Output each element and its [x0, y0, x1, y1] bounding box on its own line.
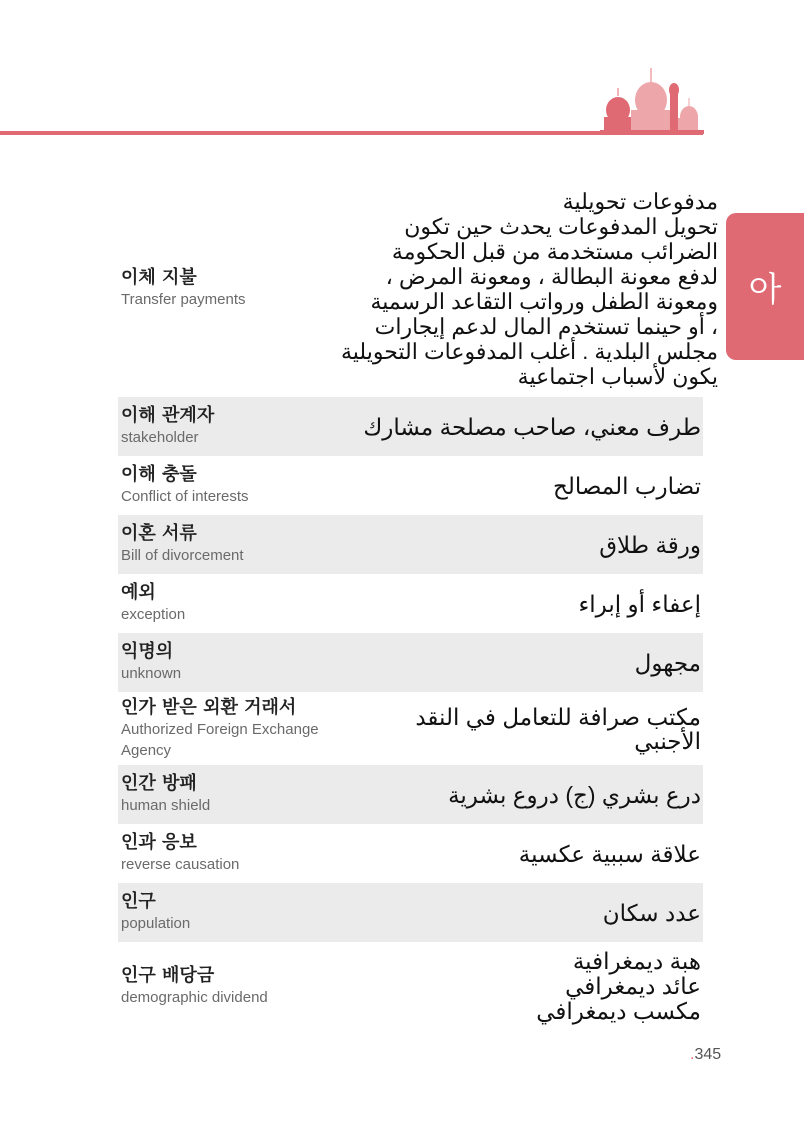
arabic-translation: إعفاء أو إبراء [578, 590, 701, 617]
arabic-translation: ورقة طلاق [599, 531, 701, 558]
korean-term: 인간 방패 [121, 773, 197, 794]
entry-row [118, 942, 703, 1030]
arabic-translation: مكتب صرافة للتعامل في النقد الأجنبي [415, 703, 701, 754]
header-rule [0, 131, 703, 135]
korean-term: 인가 받은 외환 거래서 [121, 696, 297, 718]
page-number-value: 345 [694, 1046, 722, 1063]
arabic-translation: درع بشري (ج) دروع بشرية [448, 781, 701, 808]
arabic-translation: مجهول [634, 649, 701, 676]
korean-term: 이해 관계자 [121, 405, 215, 426]
korean-term: 인구 배당금 [121, 964, 215, 986]
korean-term: 이해 충돌 [121, 464, 197, 485]
entry-list [118, 180, 719, 1030]
page-number-dot: . [690, 1046, 695, 1063]
english-term: exception [121, 606, 186, 623]
entry-row [118, 692, 703, 765]
section-index-tab[interactable] [726, 213, 804, 360]
english-term: unknown [121, 665, 182, 682]
english-term: Bill of divorcement [121, 547, 244, 564]
entry-row [118, 397, 703, 456]
section-index-label: 아 [748, 270, 782, 310]
english-term: demographic dividend [121, 988, 268, 1006]
page-number [690, 1046, 721, 1064]
korean-term: 인과 응보 [121, 832, 197, 853]
english-term: human shield [121, 797, 211, 814]
entry-row [118, 824, 703, 883]
arabic-translation: عدد سكان [602, 899, 701, 926]
entry-row [118, 574, 703, 633]
entry-row [118, 515, 703, 574]
entry-row [118, 180, 719, 397]
arabic-translation: علاقة سببية عكسية [518, 840, 701, 867]
english-term: reverse causation [121, 856, 240, 873]
entry-row [118, 633, 703, 692]
english-term: population [121, 915, 191, 932]
mosque-icon [600, 60, 704, 134]
entry-row [118, 456, 703, 515]
arabic-translation: تضارب المصالح [552, 472, 701, 499]
korean-term: 익명의 [121, 641, 174, 662]
entry-row [118, 765, 703, 824]
arabic-translation: مدفوعات تحويلية تحويل المدفوعات يحدث حين تكون الضرائب مستخدمة من قبل الحكومة لدفع معونة البطالة ، ومعونة المرض ، ومعونة الطفل ورواتب التقاعد الرسمية ، أو حينما تستخدم المال لدعم إيجارات مجلس البلدية . أغلب المدفوعات التحويلية يكون لأسباب اجتماعية [341, 188, 719, 389]
entry-row [118, 883, 703, 942]
korean-term: 예외 [121, 582, 156, 603]
english-term: stakeholder [121, 429, 199, 446]
arabic-translation: طرف معني، صاحب مصلحة مشارك [363, 413, 701, 440]
arabic-translation: هبة ديمغرافية عائد ديمغرافي مكسب ديمغرافي [536, 947, 701, 1024]
korean-term: 인구 [121, 891, 156, 912]
english-term: Conflict of interests [121, 488, 249, 505]
english-term: Transfer payments [121, 291, 246, 308]
korean-term: 이체 지불 [121, 267, 197, 288]
korean-term: 이혼 서류 [121, 523, 197, 544]
english-term: Authorized Foreign Exchange Agency [121, 720, 319, 759]
